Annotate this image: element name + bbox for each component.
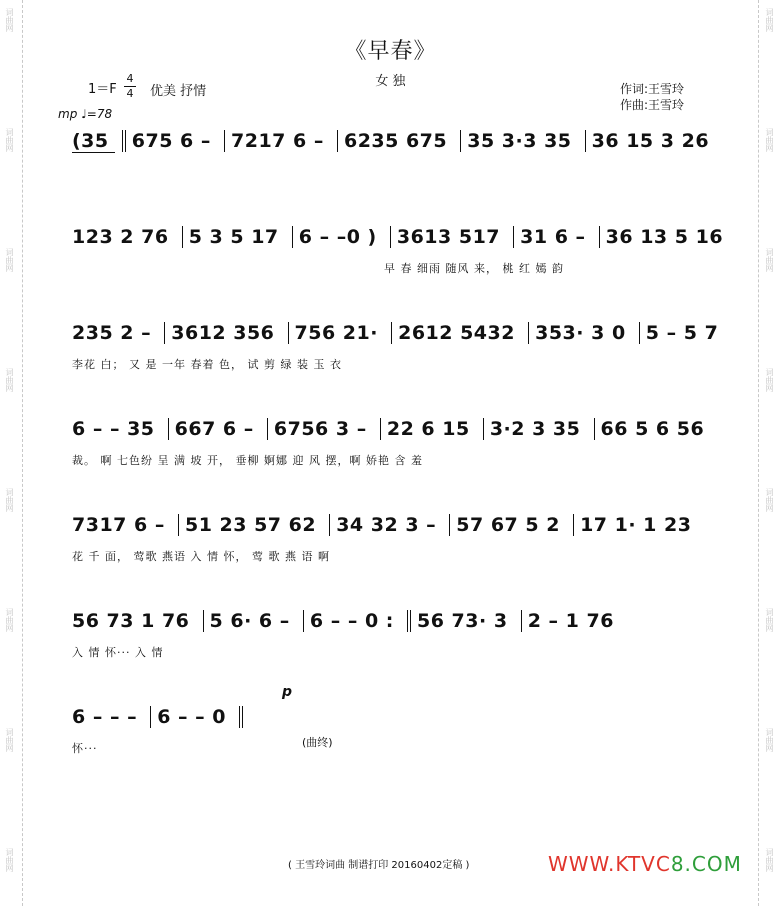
measure: 7317 6 – xyxy=(72,514,165,536)
notation-line xyxy=(72,322,722,352)
watermark: 词曲网 xyxy=(765,608,774,632)
lyrics-line: 早 春 细雨 随风 来， 桃 红 嫣 韵 xyxy=(384,262,564,275)
measure: 6 – – 0 xyxy=(150,706,232,728)
lyricist: 作词:王雪玲 xyxy=(620,82,685,96)
lyrics-line: 花 千 面， 莺歌 燕语 入 情 怀， 莺 歌 燕 语 啊 xyxy=(72,550,330,563)
watermark: 词曲网 xyxy=(765,728,774,752)
end-mark: (曲终) xyxy=(302,736,333,749)
measure: 17 1· 1 23 xyxy=(573,514,697,536)
notation-line xyxy=(72,418,722,448)
score-row-6 xyxy=(72,610,722,672)
measure: 6756 3 – xyxy=(267,418,373,440)
measure: 675 6 – xyxy=(122,130,217,152)
measure: 56 73· 3 xyxy=(407,610,514,632)
watermark: 词曲网 xyxy=(5,368,14,392)
composer: 作曲:王雪玲 xyxy=(620,98,685,112)
lyrics-line: 裁。 啊 七色纷 呈 满 坡 开， 垂柳 婀娜 迎 风 摆，啊 娇艳 含 羞 xyxy=(72,454,423,467)
left-margin xyxy=(0,0,23,906)
measure: 31 6 – xyxy=(513,226,591,248)
score-row-2 xyxy=(72,226,722,288)
score-row-7 xyxy=(72,706,312,768)
measure: 667 6 – xyxy=(168,418,260,440)
measure: 6 – – 0 : xyxy=(303,610,400,632)
notation-line xyxy=(72,706,312,736)
lyrics-line: 怀··· xyxy=(72,742,98,755)
measure: 6235 675 xyxy=(337,130,453,152)
score-row-3 xyxy=(72,322,722,384)
measure: 235 2 – xyxy=(72,322,152,344)
measure: 56 73 1 76 xyxy=(72,610,190,632)
score-row-5 xyxy=(72,514,722,576)
watermark: 词曲网 xyxy=(5,248,14,272)
measure: 51 23 57 62 xyxy=(178,514,322,536)
watermark: 词曲网 xyxy=(5,608,14,632)
watermark: 词曲网 xyxy=(5,128,14,152)
footer-note: ( 王雪玲词曲 制谱打印 20160402定稿 ) xyxy=(288,860,470,871)
notation-line xyxy=(72,514,722,544)
watermark: 词曲网 xyxy=(765,8,774,32)
tempo-marking: mp ♩=78 xyxy=(58,107,113,121)
watermark: 词曲网 xyxy=(5,488,14,512)
watermark: 词曲网 xyxy=(5,728,14,752)
site-logo xyxy=(548,852,742,876)
measure: 756 21· xyxy=(288,322,384,344)
site-logo-suffix: 8.COM xyxy=(670,852,742,876)
mood-marking: 优美 抒情 xyxy=(150,84,207,99)
song-title: 《早春》 xyxy=(344,39,437,64)
watermark: 词曲网 xyxy=(765,848,774,872)
measure: 6 – – – xyxy=(72,706,138,728)
watermark: 词曲网 xyxy=(765,248,774,272)
measure: 123 2 76 xyxy=(72,226,169,248)
measure: 35 3·3 35 xyxy=(460,130,577,152)
measure: (35 xyxy=(72,130,115,153)
final-barline xyxy=(239,706,262,728)
lyrics-line: 李花 白； 又 是 一年 春着 色， 试 剪 绿 装 玉 衣 xyxy=(72,358,342,371)
measure: 34 32 3 – xyxy=(329,514,442,536)
measure: 66 5 6 56 xyxy=(594,418,711,440)
measure: 7217 6 – xyxy=(224,130,330,152)
lyrics-line: 入 情 怀··· 入 情 xyxy=(72,646,164,659)
time-signature xyxy=(124,72,136,101)
dynamic-marking: p xyxy=(282,684,293,700)
watermark: 词曲网 xyxy=(5,8,14,32)
time-top: 4 xyxy=(126,72,134,85)
measure: 5 – 5 7 xyxy=(639,322,725,344)
watermark: 词曲网 xyxy=(765,488,774,512)
measure: 2612 5432 xyxy=(391,322,521,344)
measure: 353· 3 0 xyxy=(528,322,632,344)
score-row-4 xyxy=(72,418,722,480)
measure: 2 – 1 76 xyxy=(521,610,620,632)
measure: 36 15 3 26 xyxy=(585,130,715,152)
notation-line xyxy=(72,226,722,256)
measure: 5 3 5 17 xyxy=(182,226,285,248)
score-row-1 xyxy=(72,130,722,192)
measure: 36 13 5 16 xyxy=(599,226,729,248)
site-logo-prefix: WWW.KTVC xyxy=(548,852,671,876)
measure: 57 67 5 2 xyxy=(449,514,566,536)
watermark: 词曲网 xyxy=(5,848,14,872)
measure: 22 6 15 xyxy=(380,418,476,440)
measure: 6 – – 35 xyxy=(72,418,155,440)
time-bottom: 4 xyxy=(126,87,134,100)
notation-line xyxy=(72,130,722,160)
measure: 3613 517 xyxy=(390,226,506,248)
key-signature: 1＝F xyxy=(88,82,117,97)
notation-line xyxy=(72,610,722,640)
measure: 5 6· 6 – xyxy=(203,610,296,632)
measure: 3·2 3 35 xyxy=(483,418,587,440)
watermark: 词曲网 xyxy=(765,368,774,392)
measure: 3612 356 xyxy=(164,322,280,344)
right-margin xyxy=(758,0,781,906)
watermark: 词曲网 xyxy=(765,128,774,152)
voice-type: 女 独 xyxy=(375,74,406,89)
measure: 6 – –0 ) xyxy=(292,226,383,248)
